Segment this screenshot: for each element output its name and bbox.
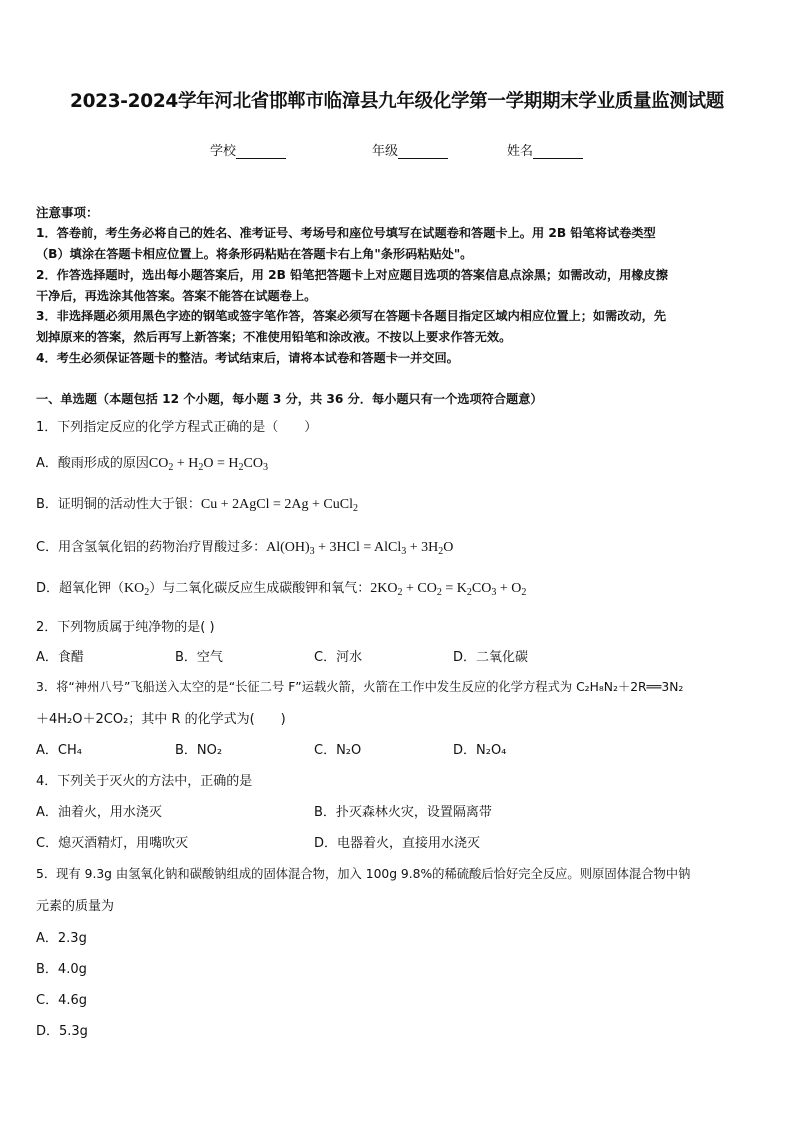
q5-stem-line-1: 5．现有 9.3g 由氢氧化钠和碳酸钠组成的固体混合物，加入 100g 9.8%的稀硫酸后恰好完全反应。则原固体混合物中钠 <box>36 867 691 881</box>
grade-field <box>372 140 448 159</box>
q1-d-text-1: D．超氧化钾（ <box>36 581 125 596</box>
q5-option-c[interactable]: C．4.6g <box>36 993 88 1008</box>
name-field <box>507 140 583 159</box>
q3-option-b[interactable]: B．NO₂ <box>175 743 223 758</box>
q1-a-text: A．酸雨形成的原因 <box>36 456 149 471</box>
q1-option-c[interactable] <box>36 536 453 557</box>
notice-line-2: （B）填涂在答题卡相应位置上。将条形码粘贴在答题卡右上角"条形码粘贴处"。 <box>36 247 473 261</box>
q1-a-equation: $CO_2 + H_2O = H_2CO_3$ <box>148 456 268 473</box>
q2-option-b[interactable]: B．空气 <box>175 650 223 665</box>
q3-stem-line-2: ＋4H₂O＋2CO₂；其中 R 的化学式为( ) <box>36 712 286 727</box>
q1-c-text: C．用含氢氧化铝的药物治疗胃酸过多： <box>36 540 267 555</box>
q4-option-b[interactable]: B．扑灭森林火灾，设置隔离带 <box>314 805 492 820</box>
q5-option-d[interactable]: D．5.3g <box>36 1024 88 1039</box>
q4-option-d[interactable]: D．电器着火，直接用水浇灭 <box>314 836 481 851</box>
q3-option-c[interactable]: C．N₂O <box>314 743 362 758</box>
q1-option-d[interactable] <box>36 577 526 598</box>
grade-blank[interactable] <box>398 144 448 159</box>
school-label: 学校 <box>210 144 237 159</box>
school-field <box>210 140 286 159</box>
q1-option-a[interactable] <box>36 452 268 473</box>
notice-line-4: 干净后，再选涂其他答案。答案不能答在试题卷上。 <box>36 289 317 303</box>
q5-stem-line-2: 元素的质量为 <box>36 899 115 914</box>
q1-d-text-2: ）与二氧化碳反应生成碳酸钾和氧气： <box>149 581 371 596</box>
q2-option-a[interactable]: A．食醋 <box>36 650 84 665</box>
q3-option-d[interactable]: D．N₂O₄ <box>453 743 507 758</box>
q1-stem: 1．下列指定反应的化学方程式正确的是（ ） <box>36 420 318 435</box>
section-heading: 一、单选题（本题包括 12 个小题，每小题 3 分，共 36 分．每小题只有一个选项符合题意） <box>36 392 543 406</box>
q1-d-formula: $KO_2$ <box>124 581 150 598</box>
name-label: 姓名 <box>507 144 534 159</box>
q3-option-a[interactable]: A．CH₄ <box>36 743 82 758</box>
grade-label: 年级 <box>372 144 399 159</box>
q2-option-c[interactable]: C．河水 <box>314 650 363 665</box>
q1-b-text: B．证明铜的活动性大于银： <box>36 497 201 512</box>
notice-line-1: 1．答卷前，考生务必将自己的姓名、准考证号、考场号和座位号填写在试题卷和答题卡上。用 2B 铅笔将试卷类型 <box>36 226 656 240</box>
notice-line-7: 4．考生必须保证答题卡的整洁。考试结束后，请将本试卷和答题卡一并交回。 <box>36 351 459 365</box>
q5-option-b[interactable]: B．4.0g <box>36 962 87 977</box>
notice-heading: 注意事项： <box>36 205 99 220</box>
q2-option-d[interactable]: D．二氧化碳 <box>453 650 529 665</box>
q2-stem: 2．下列物质属于纯净物的是( ) <box>36 620 215 635</box>
q4-option-c[interactable]: C．熄灭酒精灯，用嘴吹灭 <box>36 836 189 851</box>
q3-stem-line-1: 3．将“神州八号”飞船送入太空的是“长征二号 F”运载火箭，火箭在工作中发生反应的化学方程式为 C₂H₈N₂＋2R══3N₂ <box>36 680 684 694</box>
name-blank[interactable] <box>533 144 583 159</box>
school-blank[interactable] <box>236 144 286 159</box>
notice-line-5: 3．非选择题必须用黑色字迹的钢笔或签字笔作答，答案必须写在答题卡各题目指定区域内相应位置上；如需改动，先 <box>36 309 667 323</box>
q5-option-a[interactable]: A．2.3g <box>36 931 87 946</box>
q1-option-b[interactable] <box>36 493 358 514</box>
q4-stem: 4．下列关于灭火的方法中，正确的是 <box>36 774 253 789</box>
q1-d-equation: $2KO_2 + CO_2 = K_2CO_3 + O_2$ <box>370 581 527 598</box>
q1-b-equation: Cu + 2AgCl = 2Ag + CuCl$_2$ <box>200 497 358 514</box>
q4-option-a[interactable]: A．油着火，用水浇灭 <box>36 805 162 820</box>
q1-c-equation: $Al(OH)_3 + 3HCl$ = AlCl$_3$ + $3H_2O$ <box>266 540 454 557</box>
notice-line-6: 划掉原来的答案，然后再写上新答案；不准使用铅笔和涂改液。不按以上要求作答无效。 <box>36 330 512 344</box>
page-title: 2023-2024学年河北省邯郸市临漳县九年级化学第一学期期末学业质量监测试题 <box>70 91 724 112</box>
notice-line-3: 2．作答选择题时，选出每小题答案后，用 2B 铅笔把答题卡上对应题目选项的答案信息点涂黑；如需改动，用橡皮擦 <box>36 268 668 282</box>
